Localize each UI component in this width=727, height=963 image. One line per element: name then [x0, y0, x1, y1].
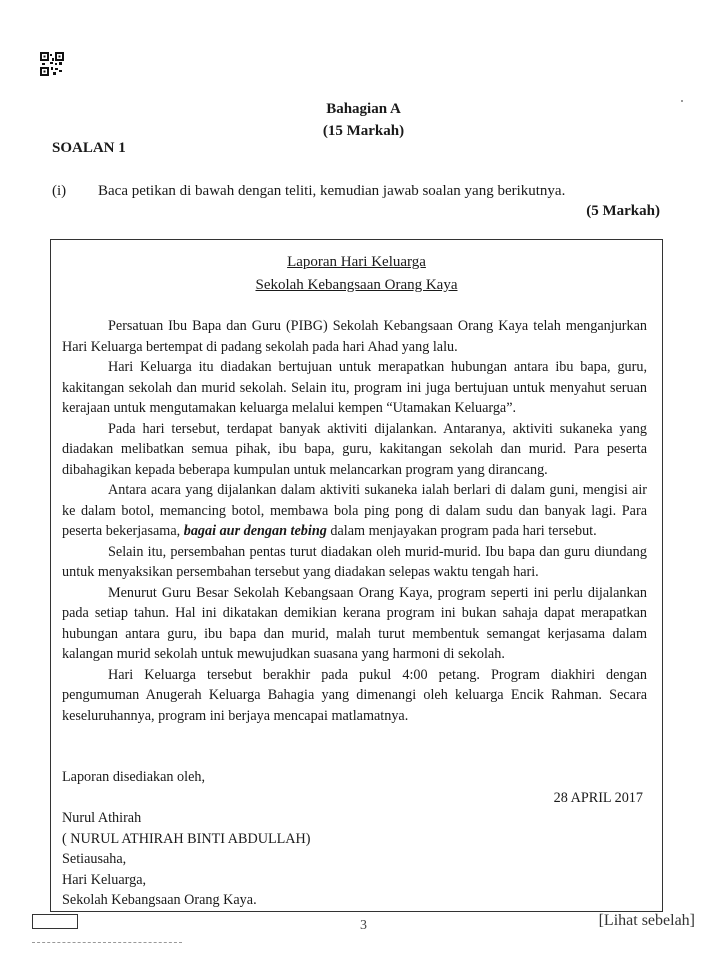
report-paragraph-text: Antara acara yang dijalankan dalam aktiviti sukaneka ialah berlari di dalam guni, mengisi air ke dalam botol, memancing botol, membawa bola ping pong di dalam sudu dan banyak lagi. Para peserta bekerjasama, — [62, 482, 647, 539]
page-turn-note: [Lihat sebelah] — [598, 912, 695, 929]
report-paragraph-text: dalam menjayakan program pada hari tersebut. — [326, 523, 597, 539]
report-paragraph: Selain itu, persembahan pentas turut diadakan oleh murid-murid. Ibu bapa dan guru diundang untuk menyaksikan persembahan tersebut yang diadakan selepas waktu tengah hari. — [62, 543, 647, 580]
report-school: Sekolah Kebangsaan Orang Kaya — [255, 277, 458, 293]
signer-name: Nurul Athirah — [62, 810, 142, 826]
question-number: (i) — [52, 183, 67, 199]
report-paragraph: Hari Keluarga tersebut berakhir pada pukul 4:00 petang. Program diakhiri dengan pengumuman Anugerah Keluarga Bahagia yang dimenangi oleh keluarga Encik Rahman. Secara keseluruhannya, program ini berjaya mencapai matlamatnya. — [62, 666, 647, 724]
report-date: 28 APRIL 2017 — [553, 790, 643, 806]
section-heading — [0, 98, 727, 142]
signer-event: Hari Keluarga, — [62, 871, 147, 888]
report-title: Laporan Hari Keluarga — [287, 254, 426, 270]
signer-full-name: ( NURUL ATHIRAH BINTI ABDULLAH) — [62, 830, 311, 847]
report-paragraph: Pada hari tersebut, terdapat banyak aktiviti dijalankan. Antaranya, aktiviti sukaneka yang diadakan melibatkan semua pihak, ibu bapa, guru, kakitangan sekolah dan murid. Para peserta dibahagikan kepada beberapa kumpulan untuk melancarkan program yang dirancang. — [62, 420, 647, 478]
footer-rule — [32, 942, 182, 943]
report-paragraph: Hari Keluarga itu diadakan bertujuan untuk merapatkan hubungan antara ibu bapa, guru, kakitangan sekolah dan murid sekolah. Selain itu, program ini juga bertujuan untuk menyahut seruan kerajaan untuk mengutamakan keluarga melalui kempen “Utamakan Keluarga”. — [62, 359, 647, 416]
footer-code-box — [32, 914, 78, 929]
signer-school: Sekolah Kebangsaan Orang Kaya. — [62, 892, 257, 908]
section-title: Bahagian A — [326, 101, 401, 117]
page-number: 3 — [360, 918, 367, 933]
qr-code-icon — [40, 52, 64, 76]
question-marks: (5 Markah) — [586, 203, 660, 219]
signature-block — [62, 808, 311, 911]
signer-role: Setiausaha, — [62, 851, 127, 867]
idiom-emphasis: bagai aur dengan tebing — [183, 523, 327, 539]
report-body — [62, 316, 647, 726]
question-label: SOALAN 1 — [52, 140, 126, 156]
section-marks: (15 Markah) — [322, 123, 405, 139]
report-paragraph — [62, 480, 647, 542]
question-instruction: Baca petikan di bawah dengan teliti, kemudian jawab soalan yang berikutnya. — [98, 183, 566, 199]
report-paragraph: Menurut Guru Besar Sekolah Kebangsaan Orang Kaya, program seperti ini perlu dijalankan pada setiap tahun. Hal ini dikatakan demikian kerana program ini bukan sahaja dapat merapatkan hubungan antara guru, ibu bapa dan murid, malah turut membentuk semangat kerjasama dalam kalangan murid sekolah untuk mewujudkan suasana yang harmoni di sekolah. — [62, 584, 647, 662]
prepared-by: Laporan disediakan oleh, — [62, 769, 206, 785]
report-paragraph: Persatuan Ibu Bapa dan Guru (PIBG) Sekolah Kebangsaan Orang Kaya telah menganjurkan Hari Keluarga bertempat di padang sekolah pada hari Ahad yang lalu. — [62, 318, 647, 355]
